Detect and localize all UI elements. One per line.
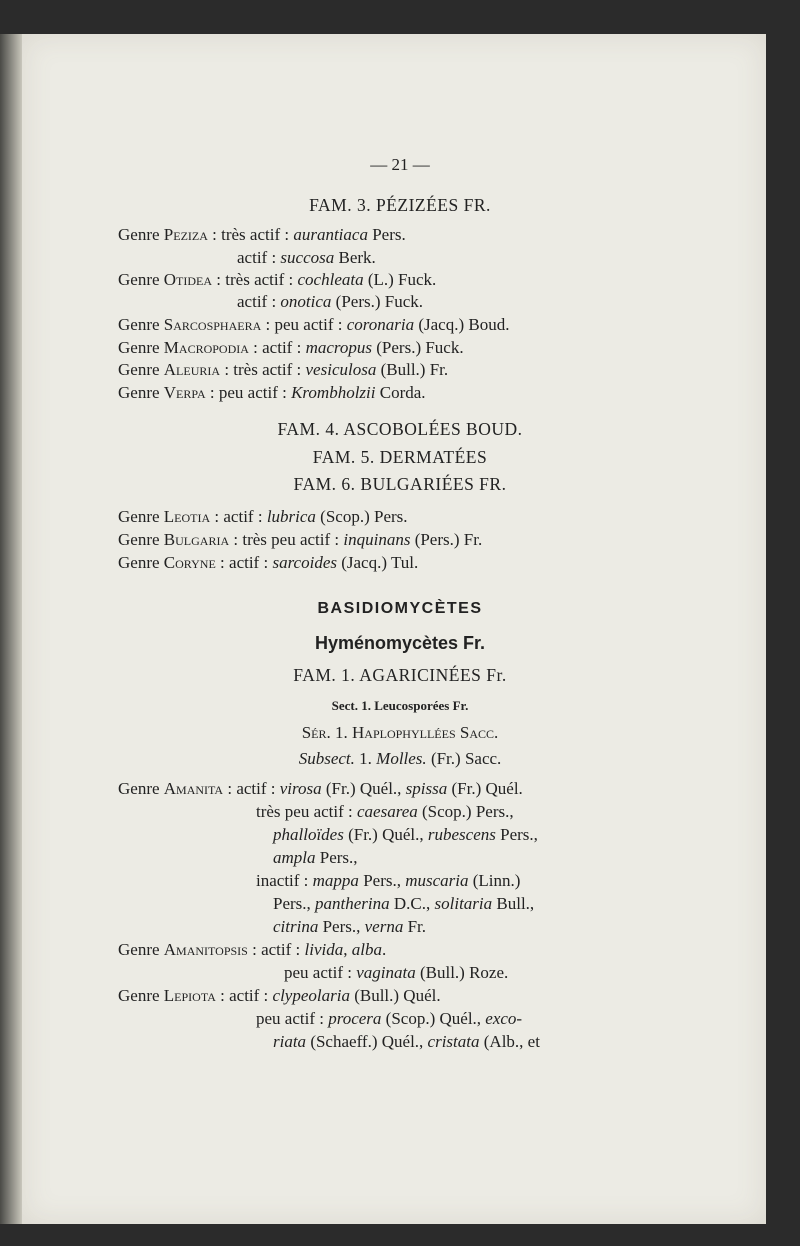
family-heading-bulgariees: FAM. 6. BULGARIÉES FR. (293, 474, 507, 494)
genus-name: Aleuria (163, 360, 221, 379)
entry-coryne: Genre Coryne : actif : sarcoides (Jacq.) Tul. (118, 553, 419, 572)
genus-name: Sarcosphaera (163, 315, 262, 334)
series-heading-haplophyllees: Sér. 1. Haplophyllées Sacc. (301, 723, 499, 742)
entry-amanita-line4: ampla Pers., (273, 848, 358, 867)
species-name: Krombholzii (291, 383, 376, 402)
genus-name: Macropodia (163, 338, 249, 357)
entry-amanita-line6: Pers., pantherina D.C., solitaria Bull., (273, 894, 535, 913)
subclass-heading-hymenomycetes: Hyménomycètes Fr. (314, 633, 486, 653)
family-heading-dermatees: FAM. 5. DERMATÉES (312, 447, 488, 467)
subsection-heading-molles: Subsect. 1. Molles. (Fr.) Sacc. (298, 749, 502, 768)
species-name: inquinans (343, 530, 411, 549)
genus-name: Lepiota (163, 986, 216, 1005)
family-heading-pezizees: FAM. 3. PÉZIZÉES FR. (309, 195, 491, 215)
entry-leotia: Genre Leotia : actif : lubrica (Scop.) Pers. (118, 507, 408, 526)
genus-name: Verpa (163, 383, 206, 402)
entry-amanita-line5: inactif : mappa Pers., muscaria (Linn.) (256, 871, 521, 890)
species-name: macropus (305, 338, 372, 357)
section-heading-leucosporees: Sect. 1. Leucosporées Fr. (331, 698, 469, 713)
entry-lepiota-line3: riata (Schaeff.) Quél., cristata (Alb., et (273, 1032, 540, 1051)
species-name: succosa (280, 248, 335, 267)
entry-peziza: Genre Peziza : très actif : aurantiaca Pers. (118, 225, 406, 244)
species-name: coronaria (346, 315, 415, 334)
entry-sarcosphaera: Genre Sarcosphaera : peu actif : coronaria (Jacq.) Boud. (118, 315, 510, 334)
genus-name: Otidea (163, 270, 213, 289)
entry-amanita: Genre Amanita : actif : virosa (Fr.) Quél., spissa (Fr.) Quél. (118, 779, 523, 798)
genus-name: Bulgaria (163, 530, 230, 549)
entry-amanita-line3: phalloïdes (Fr.) Quél., rubescens Pers., (273, 825, 538, 844)
species-name: vesiculosa (305, 360, 377, 379)
genus-name: Amanitopsis (163, 940, 248, 959)
species-name: sarcoides (272, 553, 337, 572)
entry-amanitopsis-line2: peu actif : vaginata (Bull.) Roze. (284, 963, 509, 982)
class-heading-basidiomycetes: BASIDIOMYCÈTES (317, 600, 483, 617)
entry-aleuria: Genre Aleuria : très actif : vesiculosa (Bull.) Fr. (118, 360, 449, 379)
species-name: lubrica (266, 507, 316, 526)
entry-otidea-line2: actif : onotica (Pers.) Fuck. (237, 292, 424, 311)
entry-amanita-line2: très peu actif : caesarea (Scop.) Pers., (256, 802, 514, 821)
entry-verpa: Genre Verpa : peu actif : Krombholzii Corda. (118, 383, 426, 402)
entry-macropodia: Genre Macropodia : actif : macropus (Pers.) Fuck. (118, 338, 464, 357)
genus-name: Amanita (163, 779, 224, 798)
entry-bulgaria: Genre Bulgaria : très peu actif : inquinans (Pers.) Fr. (118, 530, 483, 549)
entry-lepiota-line2: peu actif : procera (Scop.) Quél., exco- (256, 1009, 523, 1028)
entry-amanitopsis: Genre Amanitopsis : actif : livida, alba. (118, 940, 387, 959)
genus-name: Leotia (163, 507, 211, 526)
entry-amanita-line7: citrina Pers., verna Fr. (273, 917, 427, 936)
species-name: aurantiaca (293, 225, 368, 244)
genus-name: Coryne (163, 553, 216, 572)
species-name: cochleata (297, 270, 364, 289)
entry-otidea: Genre Otidea : très actif : cochleata (L.) Fuck. (118, 270, 437, 289)
page-number: — 21 — (370, 155, 430, 174)
genus-name: Peziza (163, 225, 208, 244)
entry-peziza-line2: actif : succosa Berk. (237, 248, 376, 267)
family-heading-ascobolees: FAM. 4. ASCOBOLÉES BOUD. (277, 419, 523, 439)
entry-lepiota: Genre Lepiota : actif : clypeolaria (Bull.) Quél. (118, 986, 441, 1005)
species-name: onotica (280, 292, 332, 311)
family-heading-agaricinees: FAM. 1. AGARICINÉES Fr. (293, 665, 507, 685)
